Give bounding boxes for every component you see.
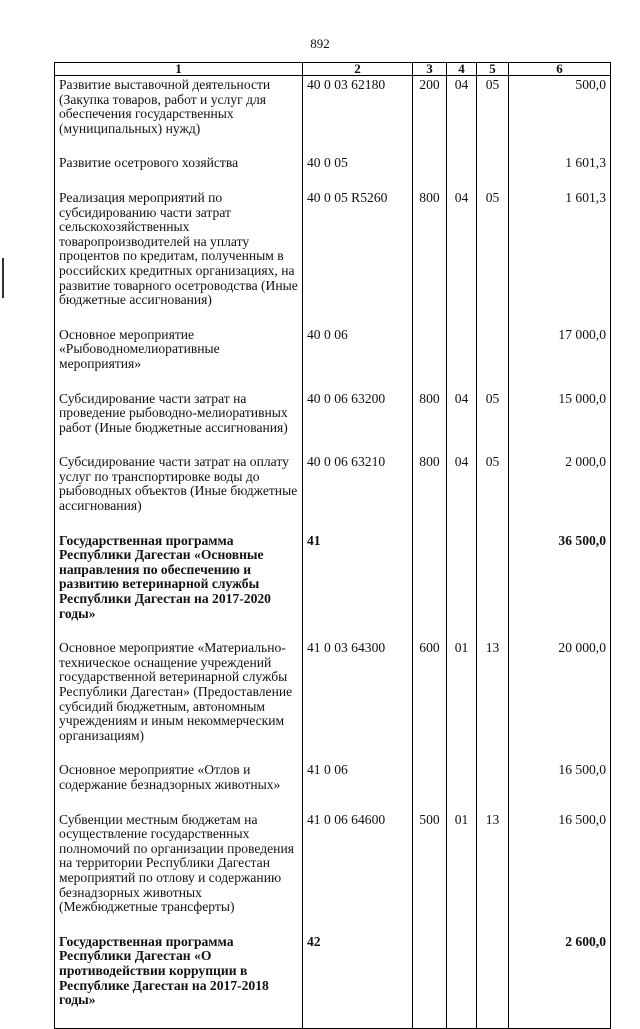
table-row: [55, 328, 611, 392]
row-amount-cell: 17 000,0: [509, 328, 611, 392]
column-header: 2: [303, 63, 413, 76]
row-code-cell: 41 0 06: [303, 763, 413, 812]
row-col5-cell: 05: [477, 455, 509, 533]
row-col4-cell: [447, 156, 477, 191]
table-row: [55, 76, 611, 157]
row-code-cell: 40 0 06: [303, 328, 413, 392]
row-code-cell: 42: [303, 935, 413, 1028]
row-name-cell: Государственная программа Республики Дагестан «О противодействии коррупции в Республике Дагестан на 2017-2018 годы»: [55, 935, 303, 1028]
row-code-cell: 40 0 06 63200: [303, 392, 413, 456]
row-col4-cell: 04: [447, 76, 477, 157]
row-col3-cell: 800: [413, 191, 447, 328]
row-code-cell: 40 0 06 63210: [303, 455, 413, 533]
table-row: [55, 392, 611, 456]
row-col4-cell: 04: [447, 392, 477, 456]
row-col3-cell: 600: [413, 641, 447, 763]
column-header: 4: [447, 63, 477, 76]
row-name-cell: Развитие выставочной деятельности (Закупка товаров, работ и услуг для обеспечения государственных (муниципальных) нужд): [55, 76, 303, 157]
row-col3-cell: 500: [413, 813, 447, 935]
row-amount-cell: 1 601,3: [509, 156, 611, 191]
row-amount-cell: 2 600,0: [509, 935, 611, 1028]
row-amount-cell: 36 500,0: [509, 534, 611, 642]
row-col4-cell: 04: [447, 455, 477, 533]
row-col4-cell: 01: [447, 813, 477, 935]
column-header: 1: [55, 63, 303, 76]
table-row: [55, 641, 611, 763]
row-name-cell: Основное мероприятие «Рыбоводномелиоративные мероприятия»: [55, 328, 303, 392]
row-col4-cell: [447, 763, 477, 812]
row-code-cell: 41 0 03 64300: [303, 641, 413, 763]
table-row: [55, 534, 611, 642]
row-col3-cell: [413, 935, 447, 1028]
row-col5-cell: 13: [477, 641, 509, 763]
row-col4-cell: [447, 935, 477, 1028]
row-col5-cell: [477, 534, 509, 642]
table-row: [55, 191, 611, 328]
row-col3-cell: 200: [413, 76, 447, 157]
row-code-cell: 40 0 05 R5260: [303, 191, 413, 328]
row-name-cell: Государственная программа Республики Дагестан «Основные направления по обеспечению и развитию ветеринарной службы Республики Дагестан на 2017-2020 годы»: [55, 534, 303, 642]
row-code-cell: 40 0 05: [303, 156, 413, 191]
page-number: 892: [310, 36, 330, 51]
row-col4-cell: [447, 534, 477, 642]
row-col5-cell: [477, 763, 509, 812]
row-name-cell: Реализация мероприятий по субсидированию части затрат сельскохозяйственных товаропроизводителей на уплату процентов по кредитам, полученным в российских кредитных организациях, на развитие товарного осетроводства (Иные бюджетные ассигнования): [55, 191, 303, 328]
table-row: [55, 763, 611, 812]
row-col4-cell: 01: [447, 641, 477, 763]
table-row: [55, 813, 611, 935]
row-name-cell: Субсидирование части затрат на оплату услуг по транспортировке воды до рыбоводных объектов (Иные бюджетные ассигнования): [55, 455, 303, 533]
row-col3-cell: 800: [413, 392, 447, 456]
header-row: [55, 63, 611, 76]
row-col5-cell: 05: [477, 191, 509, 328]
row-col4-cell: [447, 328, 477, 392]
row-name-cell: Основное мероприятие «Отлов и содержание безнадзорных животных»: [55, 763, 303, 812]
row-code-cell: 40 0 03 62180: [303, 76, 413, 157]
row-col5-cell: 05: [477, 76, 509, 157]
row-amount-cell: 500,0: [509, 76, 611, 157]
column-header: 6: [509, 63, 611, 76]
scan-edge-mark: [2, 258, 4, 298]
row-code-cell: 41 0 06 64600: [303, 813, 413, 935]
row-amount-cell: 20 000,0: [509, 641, 611, 763]
row-col5-cell: [477, 156, 509, 191]
row-col3-cell: [413, 156, 447, 191]
table-row: [55, 935, 611, 1028]
row-col5-cell: [477, 328, 509, 392]
row-name-cell: Развитие осетрового хозяйства: [55, 156, 303, 191]
column-header: 5: [477, 63, 509, 76]
row-amount-cell: 16 500,0: [509, 763, 611, 812]
row-col4-cell: 04: [447, 191, 477, 328]
row-code-cell: 41: [303, 534, 413, 642]
row-col3-cell: [413, 328, 447, 392]
row-amount-cell: 2 000,0: [509, 455, 611, 533]
row-name-cell: Субсидирование части затрат на проведение рыбоводно-мелиоративных работ (Иные бюджетные ассигнования): [55, 392, 303, 456]
row-col3-cell: 800: [413, 455, 447, 533]
row-amount-cell: 16 500,0: [509, 813, 611, 935]
row-col5-cell: [477, 935, 509, 1028]
row-col5-cell: 05: [477, 392, 509, 456]
row-col3-cell: [413, 763, 447, 812]
budget-table: [54, 62, 611, 1029]
table-row: [55, 455, 611, 533]
row-name-cell: Субвенции местным бюджетам на осуществление государственных полномочий по организации проведения на территории Республики Дагестан мероприятий по отлову и содержанию безнадзорных животных (Межбюджетные трансферты): [55, 813, 303, 935]
row-amount-cell: 15 000,0: [509, 392, 611, 456]
row-amount-cell: 1 601,3: [509, 191, 611, 328]
column-header: 3: [413, 63, 447, 76]
row-col3-cell: [413, 534, 447, 642]
row-col5-cell: 13: [477, 813, 509, 935]
table-row: [55, 156, 611, 191]
row-name-cell: Основное мероприятие «Материально-техническое оснащение учреждений государственной ветеринарной службы Республики Дагестан» (Предоставление субсидий бюджетным, автономным учреждениям и иным некоммерческим организациям): [55, 641, 303, 763]
